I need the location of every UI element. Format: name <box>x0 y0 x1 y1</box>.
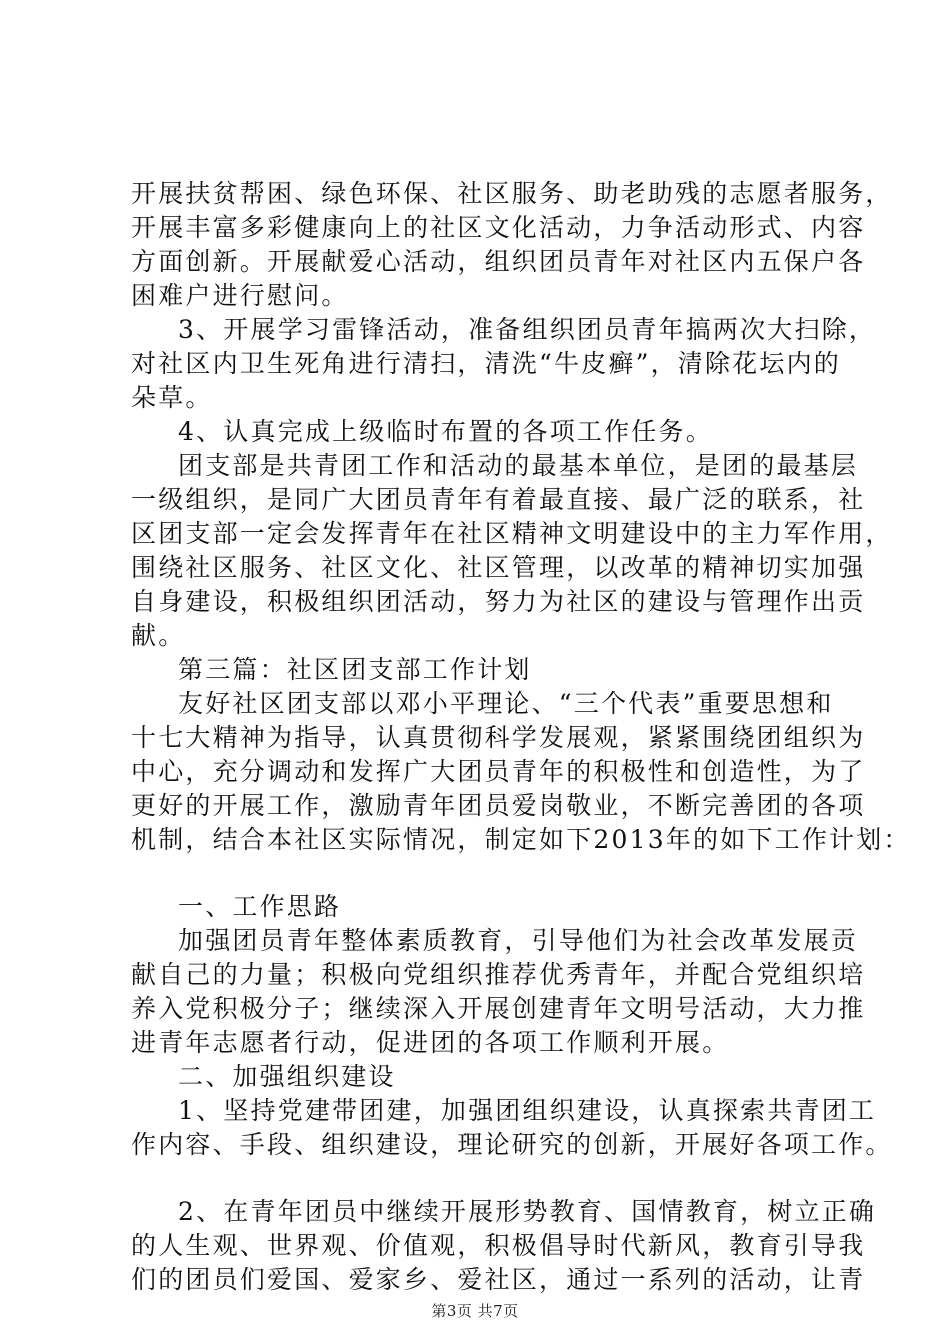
text-line: 对社区内卫生死角进行清扫，清洗“牛皮癣”，清除花坛内的 <box>131 349 841 378</box>
text-line: 们的团员们爱国、爱家乡、爱社区，通过一系列的活动，让青 <box>131 1265 866 1294</box>
text-line: 作内容、手段、组织建设，理论研究的创新，开展好各项工作。 <box>131 1130 893 1159</box>
text-line: 3、开展学习雷锋活动，准备组织团员青年搞两次大扫除， <box>178 315 877 344</box>
text-line: 更好的开展工作，激励青年团员爱岗敬业，不断完善团的各项 <box>131 791 866 820</box>
text-line: 方面创新。开展献爱心活动，组织团员青年对社区内五保户各 <box>131 247 866 276</box>
text-line: 加强团员青年整体素质教育，引导他们为社会改革发展贡 <box>178 926 859 955</box>
text-line: 机制，结合本社区实际情况，制定如下2013年的如下工作计划： <box>131 825 911 854</box>
text-line: 2、在青年团员中继续开展形势教育、国情教育，树立正确 <box>178 1197 877 1226</box>
text-line: 团支部是共青团工作和活动的最基本单位，是团的最基层 <box>178 451 859 480</box>
section-heading: 第三篇：社区团支部工作计划 <box>178 655 532 684</box>
text-line: 4、认真完成上级临时布置的各项工作任务。 <box>178 417 713 446</box>
text-line: 献自己的力量；积极向党组织推荐优秀青年，并配合党组织培 <box>131 960 866 989</box>
text-line: 的人生观、世界观、价值观，积极倡导时代新风，教育引导我 <box>131 1231 866 1260</box>
text-line: 开展扶贫帮困、绿色环保、社区服务、助老助残的志愿者服务， <box>131 179 893 208</box>
text-line: 开展丰富多彩健康向上的社区文化活动，力争活动形式、内容 <box>131 213 866 242</box>
text-line: 朵草。 <box>131 383 213 412</box>
page-number-footer: 第3页 共7页 <box>431 1302 519 1320</box>
text-line: 一级组织，是同广大团员青年有着最直接、最广泛的联系，社 <box>131 485 866 514</box>
text-line: 友好社区团支部以邓小平理论、“三个代表”重要思想和 <box>178 689 834 718</box>
text-line: 围绕社区服务、社区文化、社区管理，以改革的精神切实加强 <box>131 553 866 582</box>
text-line: 区团支部一定会发挥青年在社区精神文明建设中的主力军作用， <box>131 519 893 548</box>
text-line: 1、坚持党建带团建，加强团组织建设，认真探索共青团工 <box>178 1096 877 1125</box>
text-line: 献。 <box>131 621 186 650</box>
text-line: 自身建设，积极组织团活动，努力为社区的建设与管理作出贡 <box>131 587 866 616</box>
subsection-heading: 二、加强组织建设 <box>178 1062 396 1091</box>
text-line: 进青年志愿者行动，促进团的各项工作顺利开展。 <box>131 1028 730 1057</box>
text-line: 十七大精神为指导，认真贯彻科学发展观，紧紧围绕团组织为 <box>131 723 866 752</box>
text-line: 养入党积极分子；继续深入开展创建青年文明号活动，大力推 <box>131 994 866 1023</box>
text-line: 困难户进行慰问。 <box>131 281 349 310</box>
text-line: 中心，充分调动和发挥广大团员青年的积极性和创造性，为了 <box>131 757 866 786</box>
subsection-heading: 一、工作思路 <box>178 892 342 921</box>
